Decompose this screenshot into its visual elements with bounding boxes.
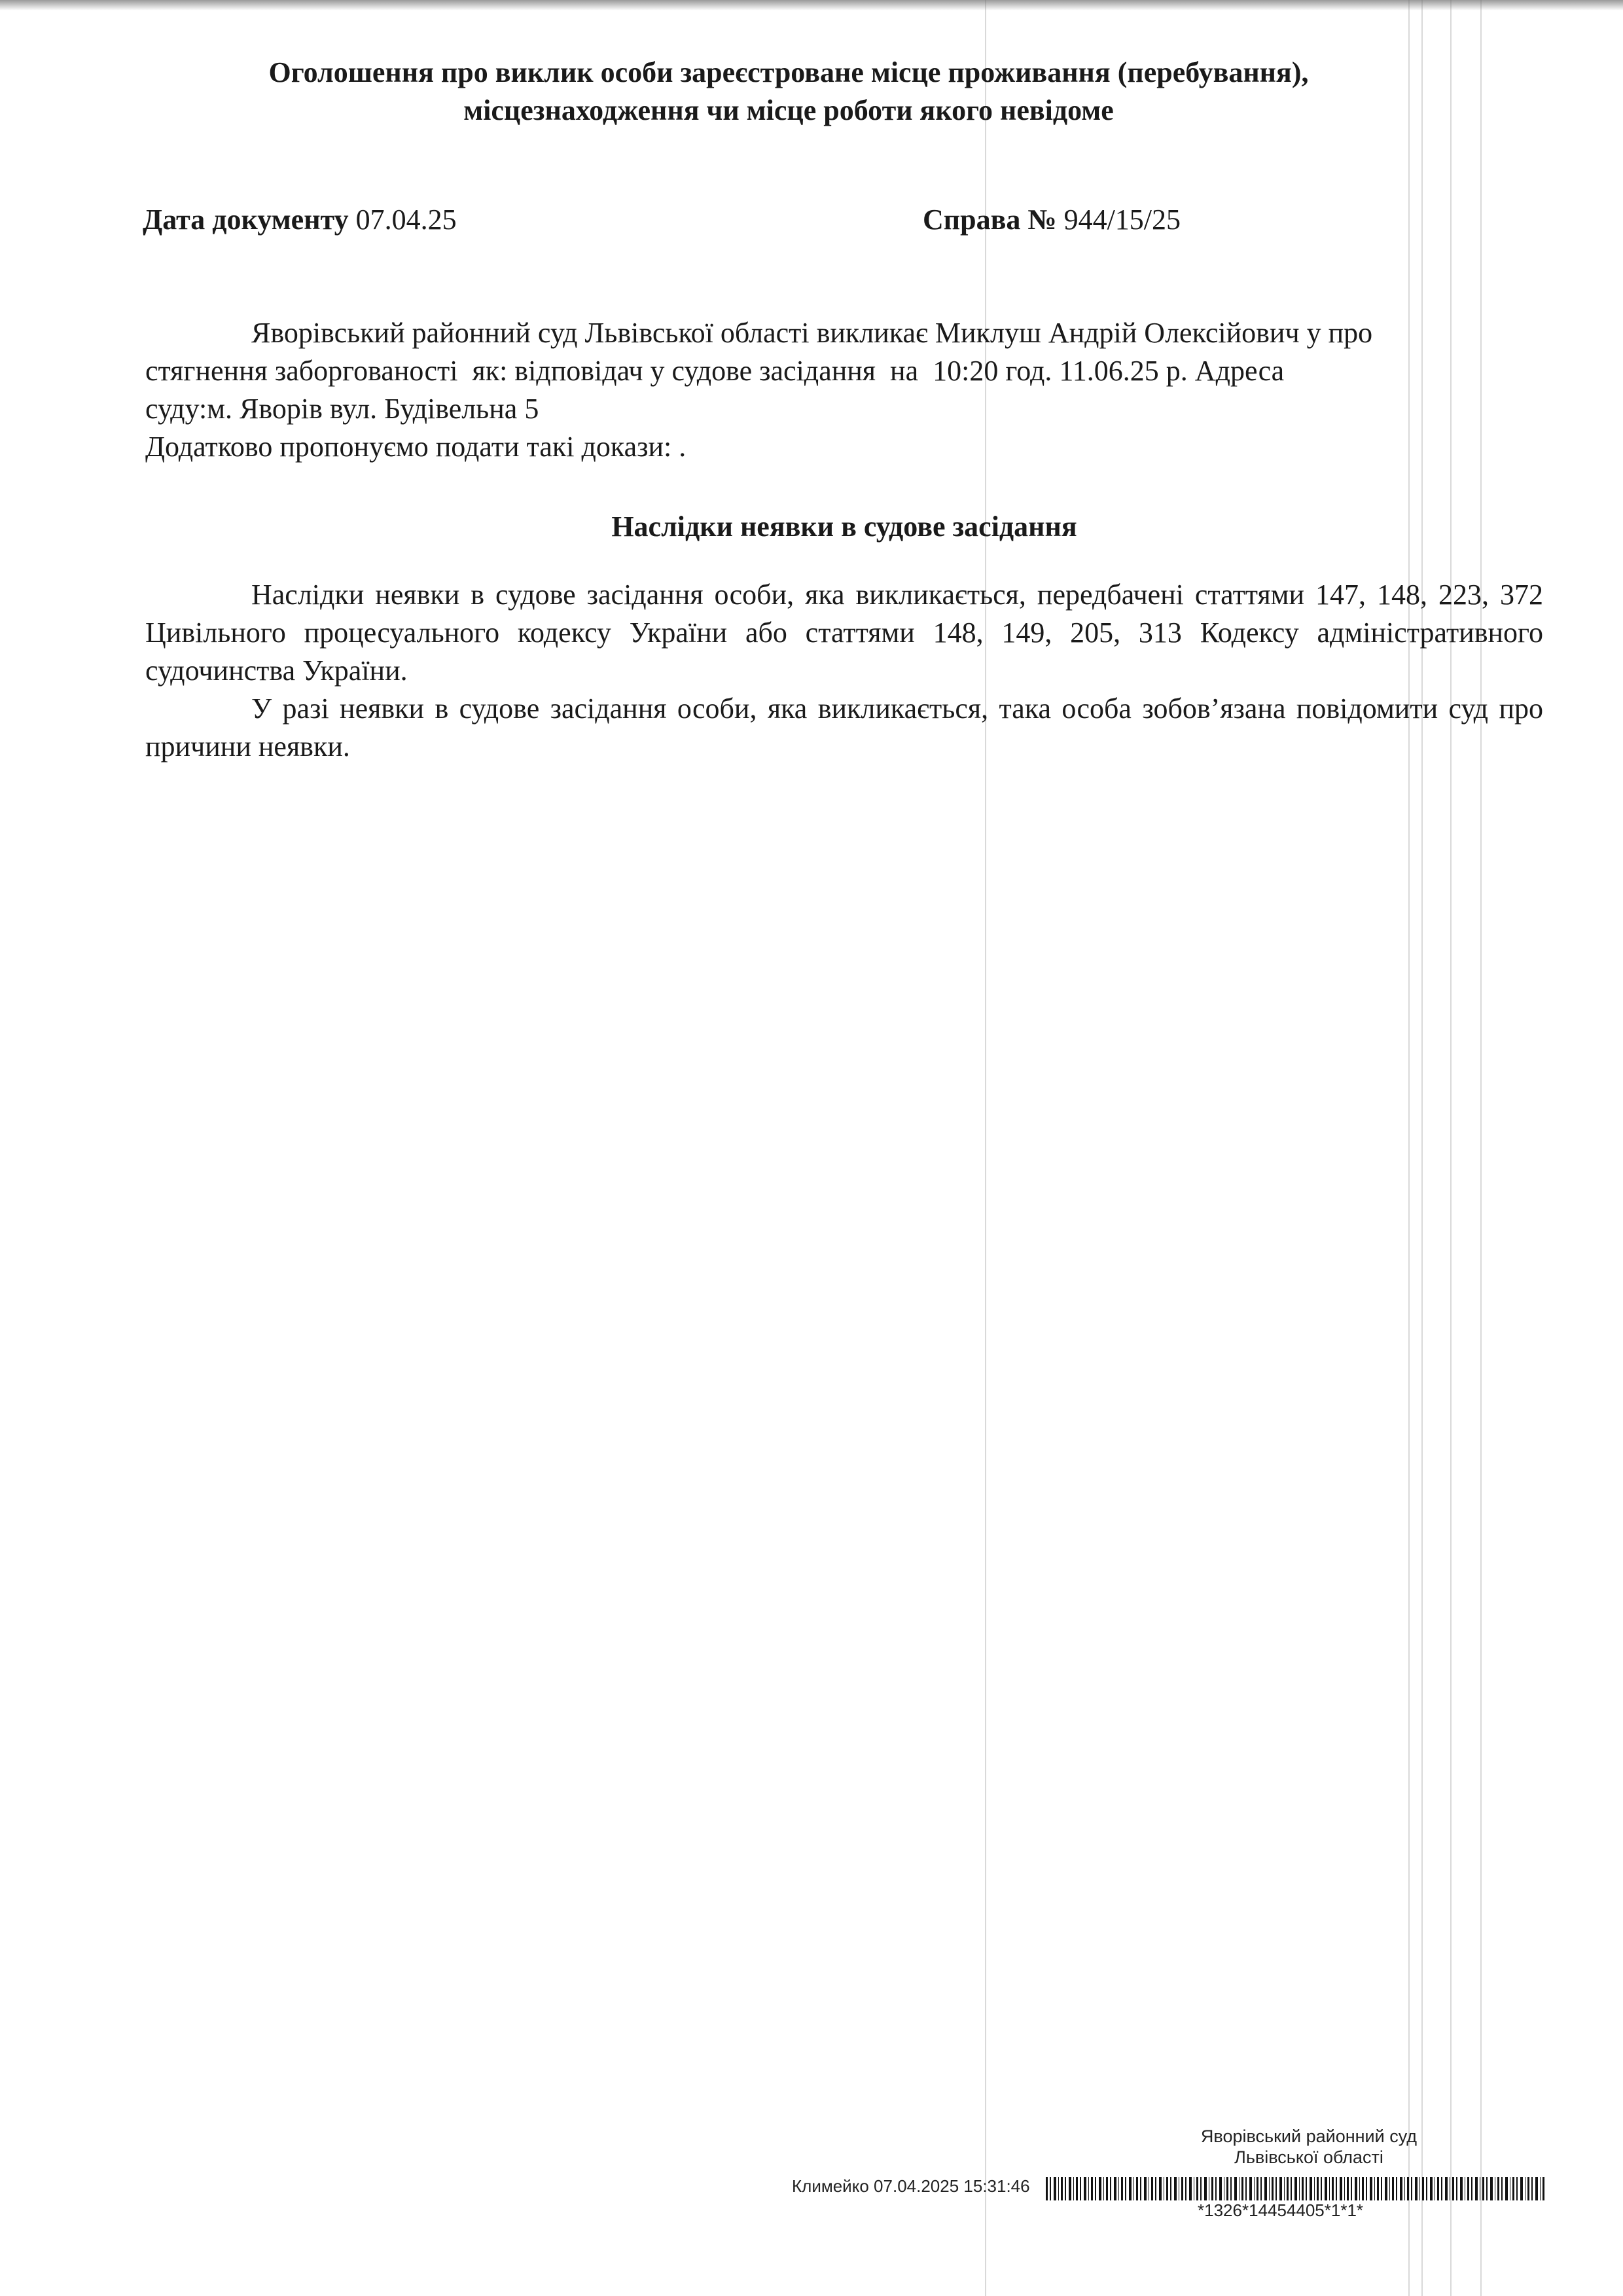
case-number — [923, 202, 1181, 238]
court-stamp — [1113, 2126, 1505, 2168]
summons-line: суду:м. Яворів вул. Будівельна 5 — [145, 393, 539, 425]
consequences-text: Наслідки неявки в судове засідання особи, яка викликається, передбачені статтями 147, 148, 223, 372 Цивільного процесуального кодексу України або статтями 148, 149, 205, 313 Кодексу адміністративного судочинства України. — [145, 579, 1543, 687]
scan-top-edge — [0, 0, 1623, 10]
operator-timestamp: Климейко 07.04.2025 15:31:46 — [792, 2176, 1030, 2196]
obligation-text: У разі неявки в судове засідання особи, яка викликається, така особа зобов’язана повідомити суд про причини неявки. — [145, 692, 1543, 762]
summons-paragraph — [145, 314, 1543, 466]
summons-line: Додатково пропонуємо подати такі докази: . — [145, 431, 687, 463]
summons-line: Яворівський районний суд Львівської області викликає Миклуш Андрій Олексійович у про — [251, 317, 1373, 349]
stamp-region: Львівської області — [1234, 2147, 1383, 2167]
case-value: 944/15/25 — [1063, 204, 1181, 236]
consequences-heading: Наслідки неявки в судове засідання — [611, 511, 1077, 543]
title-line: Оголошення про виклик особи зареєстроване місце проживання (перебування), — [268, 56, 1309, 88]
date-value: 07.04.25 — [355, 204, 457, 236]
barcode — [1046, 2177, 1544, 2200]
stamp-court-name: Яворівський районний суд — [1200, 2126, 1418, 2146]
date-label: Дата документу — [143, 204, 349, 236]
title-line: місцезнаходження чи місце роботи якого невідоме — [463, 94, 1114, 126]
document-date — [143, 202, 457, 238]
summons-line: стягнення заборгованості як: відповідач у судове засідання на 10:20 год. 11.06.25 р. Адреса — [145, 355, 1285, 387]
obligation-paragraph — [145, 690, 1543, 766]
consequences-paragraph — [145, 576, 1543, 690]
document-title — [151, 54, 1427, 130]
case-label: Справа № — [923, 204, 1057, 236]
barcode-text: *1326*14454405*1*1* — [1198, 2200, 1364, 2220]
